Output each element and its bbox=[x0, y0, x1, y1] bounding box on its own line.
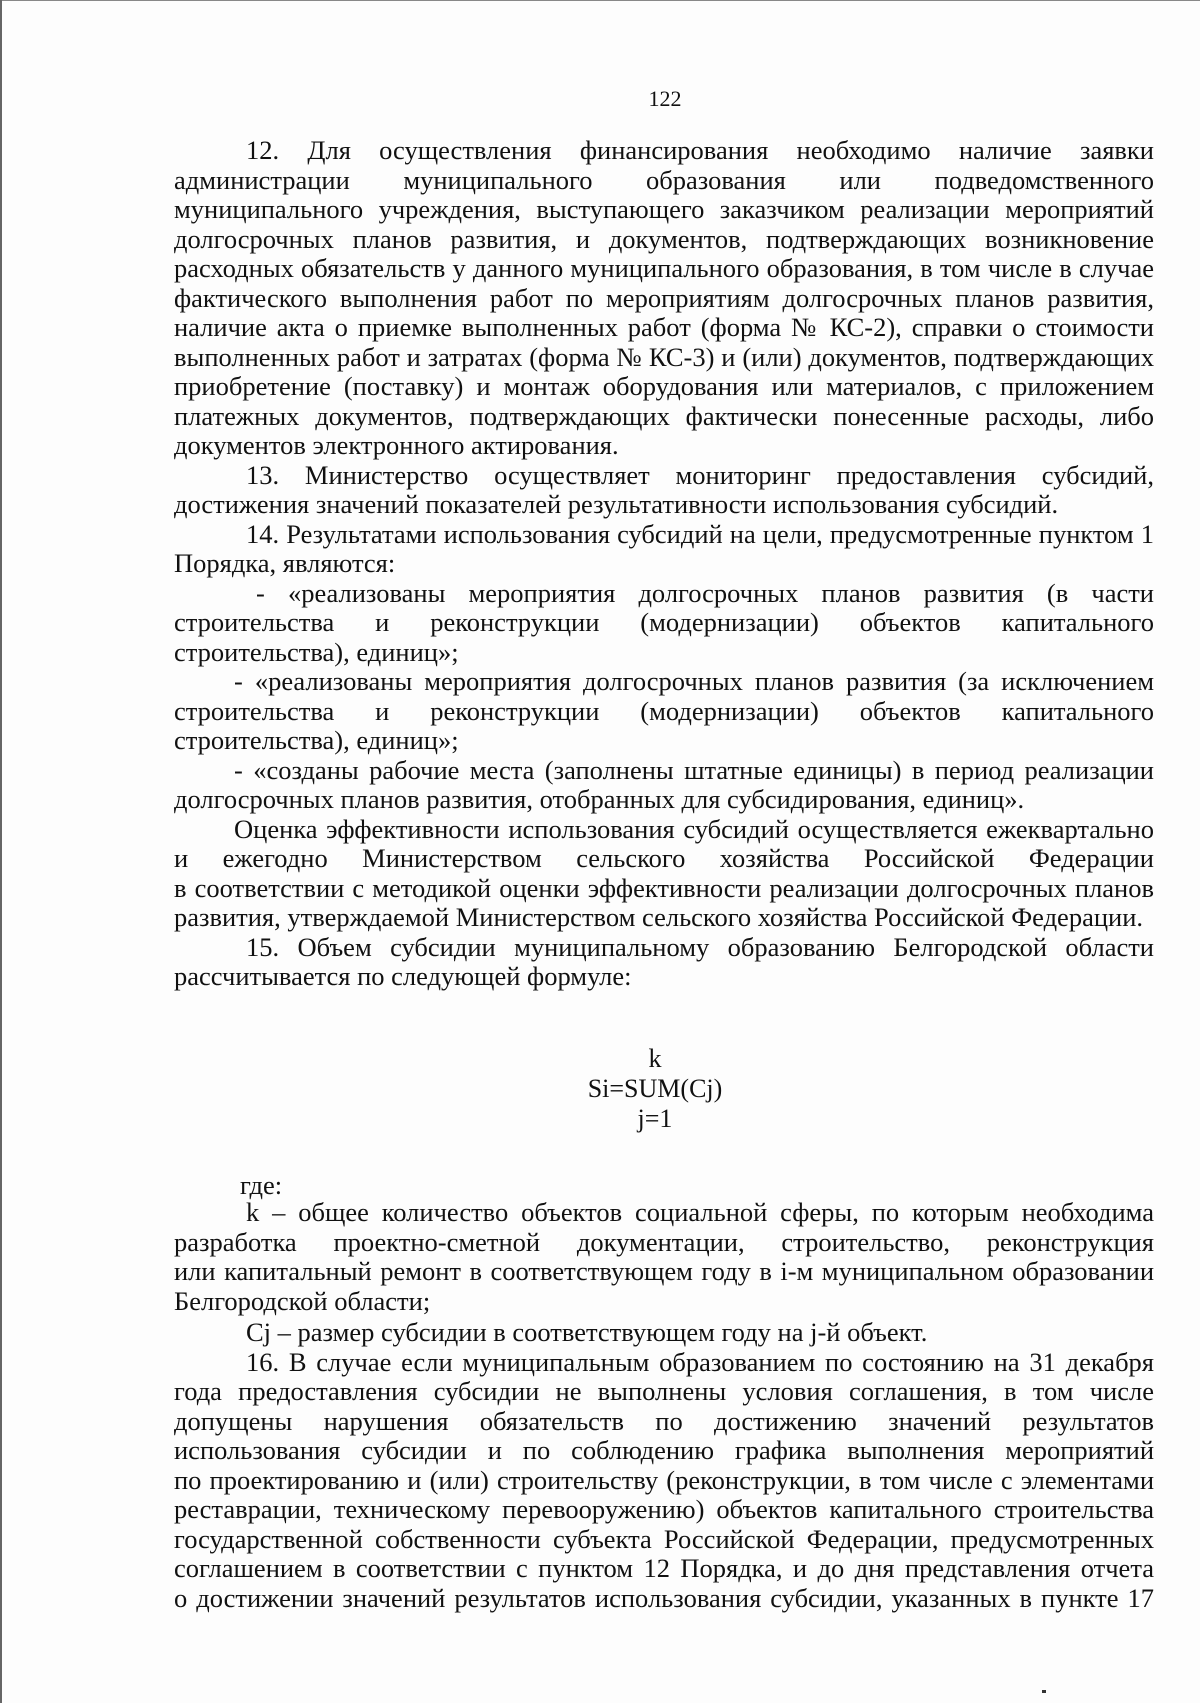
text-line: реставрации, техническому перевооружению) объектов капитального строительства bbox=[174, 1494, 1154, 1524]
text-line: соглашением в соответствии с пунктом 12 Порядка, и до дня представления отчета bbox=[174, 1553, 1154, 1583]
scan-speck bbox=[1042, 1690, 1046, 1693]
text-line: приобретение (поставку) и монтаж оборудования или материалов, с приложением bbox=[174, 371, 1154, 401]
text-line: Белгородской области; bbox=[174, 1285, 431, 1316]
text-line: платежных документов, подтверждающих фактически понесенные расходы, либо bbox=[174, 400, 1154, 431]
formula-lower-limit: j=1 bbox=[637, 1104, 673, 1133]
text-line: о достижении значений результатов использования субсидии, указанных в пункте 17 bbox=[174, 1582, 1154, 1613]
text-line: 14. Результатами использования субсидий на цели, предусмотренные пунктом 1 bbox=[246, 518, 1154, 549]
bullet-item-2 bbox=[174, 667, 1154, 756]
text-line: расходных обязательств у данного муниципального образования, в том числе в случае bbox=[174, 253, 1154, 283]
text-line: допущены нарушения обязательств по достижению значений результатов bbox=[174, 1405, 1154, 1436]
text-line: строительства и реконструкции (модернизации) объектов капитального bbox=[174, 607, 1154, 637]
page-number: 122 bbox=[648, 86, 682, 111]
where-label: где: bbox=[240, 1170, 283, 1200]
text-line: - «реализованы мероприятия долгосрочных планов развития (в части bbox=[256, 577, 1154, 608]
text-line: - «созданы рабочие места (заполнены штатные единицы) в период реализации bbox=[234, 754, 1154, 785]
text-line: достижения значений показателей результативности использования субсидий. bbox=[174, 489, 1059, 519]
text-line: разработка проектно-сметной документации, строительство, реконструкция bbox=[174, 1226, 1154, 1257]
bullet-item-3 bbox=[174, 756, 1154, 815]
text-line: или капитальный ремонт в соответствующем году в i-м муниципальном образовании bbox=[174, 1256, 1154, 1286]
main-text bbox=[174, 136, 1154, 992]
text-line: 16. В случае если муниципальным образованием по состоянию на 31 декабря bbox=[246, 1346, 1154, 1377]
paragraph-15 bbox=[174, 933, 1154, 992]
text-line: долгосрочных планов развития, и документов, подтверждающих возникновение bbox=[174, 223, 1154, 254]
text-line: в соответствии с методикой оценки эффективности реализации долгосрочных планов bbox=[174, 872, 1154, 903]
definition-k bbox=[174, 1198, 1154, 1316]
text-line: и ежегодно Министерством сельского хозяйства Российской Федерации bbox=[174, 843, 1154, 873]
text-line: рассчитывается по следующей формуле: bbox=[174, 961, 632, 991]
text-line: государственной собственности субъекта Российской Федерации, предусмотренных bbox=[174, 1523, 1154, 1554]
text-line: k – общее количество объектов социальной сферы, по которым необходима bbox=[246, 1197, 1154, 1227]
text-line: развития, утверждаемой Министерством сельского хозяйства Российской Федерации. bbox=[174, 902, 1143, 932]
text-line: по проектированию и (или) строительству (реконструкции, в том числе с элементами bbox=[174, 1464, 1154, 1495]
scan-edge-left bbox=[0, 0, 2, 1703]
scan-edge-top bbox=[0, 0, 1200, 1]
paragraph-14 bbox=[174, 520, 1154, 579]
text-line: Оценка эффективности использования субсидий осуществляется ежеквартально bbox=[234, 813, 1154, 844]
text-line: выполненных работ и затратах (форма № КС-3) и (или) документов, подтверждающих bbox=[174, 341, 1154, 372]
text-line: муниципального учреждения, выступающего заказчиком реализации мероприятий bbox=[174, 194, 1154, 224]
text-line: 13. Министерство осуществляет мониторинг предоставления субсидий, bbox=[246, 459, 1154, 490]
text-line: Cj – размер субсидии в соответствующем году на j-й объект. bbox=[246, 1317, 928, 1347]
paragraph-12 bbox=[174, 136, 1154, 461]
assessment-paragraph bbox=[174, 815, 1154, 933]
text-line: строительства и реконструкции (модернизации) объектов капитального bbox=[174, 695, 1154, 726]
definition-cj-and-paragraph-16 bbox=[174, 1318, 1154, 1613]
text-line: 15. Объем субсидии муниципальному образованию Белгородской области bbox=[246, 931, 1154, 962]
text-line: администрации муниципального образования или подведомственного bbox=[174, 164, 1154, 195]
text-line: 12. Для осуществления финансирования необходимо наличие заявки bbox=[246, 135, 1154, 165]
text-line: использования субсидии и по соблюдению графика выполнения мероприятий bbox=[174, 1435, 1154, 1465]
text-line: долгосрочных планов развития, отобранных для субсидирования, единиц». bbox=[174, 784, 1025, 814]
text-line: наличие акта о приемке выполненных работ (форма № КС-2), справки о стоимости bbox=[174, 312, 1154, 342]
formula-upper-limit: k bbox=[648, 1044, 662, 1073]
paragraph-13 bbox=[174, 461, 1154, 520]
text-line: года предоставления субсидии не выполнены условия соглашения, в том числе bbox=[174, 1376, 1154, 1406]
formula-main: Si=SUM(Cj) bbox=[587, 1074, 723, 1103]
text-line: строительства), единиц»; bbox=[174, 725, 459, 755]
text-line: - «реализованы мероприятия долгосрочных планов развития (за исключением bbox=[234, 666, 1154, 696]
text-line: фактического выполнения работ по мероприятиям долгосрочных планов развития, bbox=[174, 282, 1154, 313]
bullet-item-1 bbox=[174, 579, 1154, 668]
text-line: документов электронного актирования. bbox=[174, 430, 619, 460]
text-line: строительства), единиц»; bbox=[174, 636, 459, 667]
text-line: Порядка, являются: bbox=[174, 548, 396, 578]
